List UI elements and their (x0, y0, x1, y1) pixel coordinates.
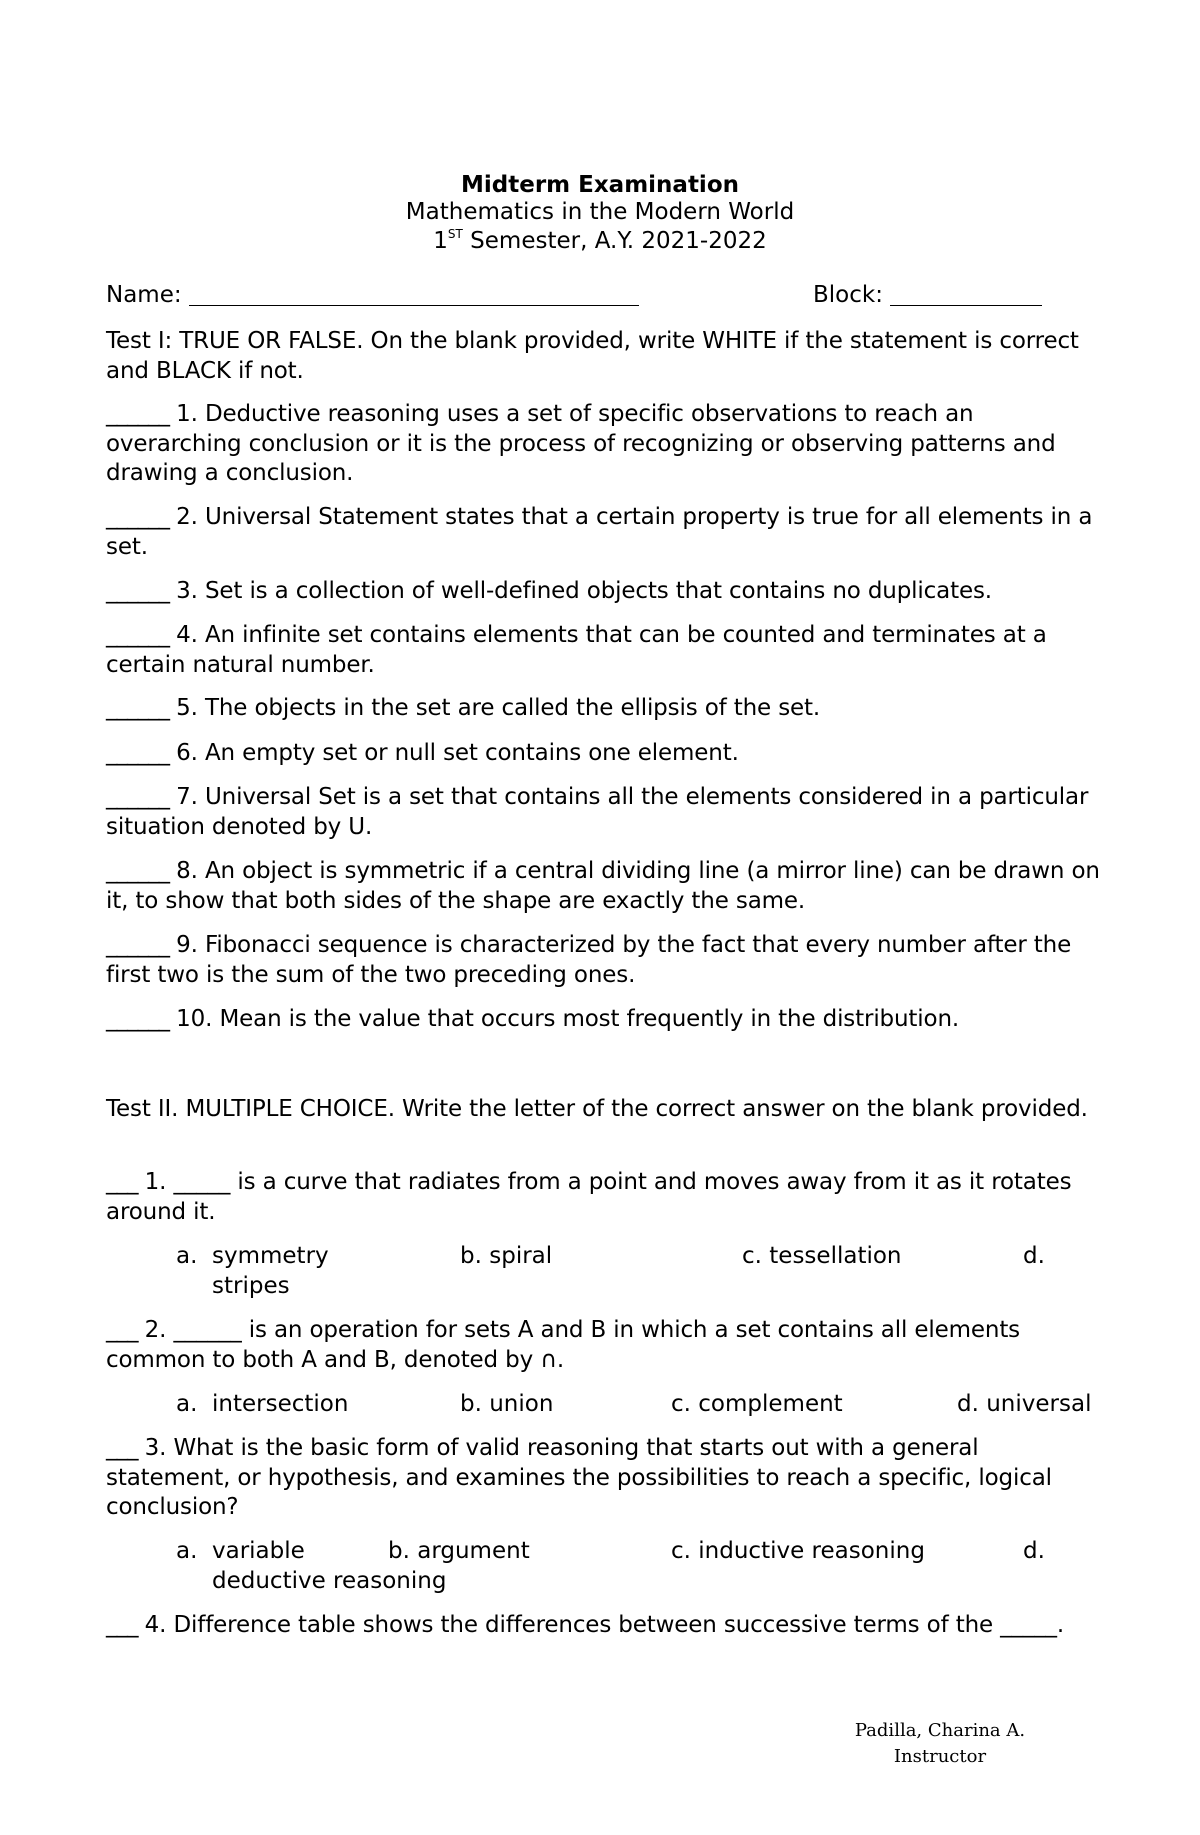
choice-option: a. variable (176, 1538, 305, 1564)
choice-option-text: stripes (212, 1272, 290, 1299)
choice-option: b. spiral (460, 1243, 553, 1269)
choice-option: b. union (460, 1391, 554, 1417)
choice-option: c. inductive reasoning (671, 1538, 925, 1564)
choice-option: b. argument (388, 1538, 530, 1564)
answer-blank[interactable]: ___ (106, 1317, 138, 1343)
test1-item-text: 4. An infinite set contains elements that can be counted and terminates at a certain natural number. (106, 622, 1047, 678)
answer-blank[interactable]: ______ (106, 578, 169, 604)
answer-blank[interactable]: ______ (106, 504, 169, 530)
answer-blank[interactable]: ______ (106, 740, 169, 766)
answer-blank[interactable]: ______ (106, 622, 169, 648)
test2-question (106, 1434, 1106, 1523)
choice-option: a. symmetry (176, 1243, 329, 1269)
name-field (106, 282, 639, 308)
question-text: 1. _____ is a curve that radiates from a point and moves away from it as it rotates around it. (106, 1169, 1072, 1225)
test2-question (106, 1168, 1106, 1227)
choice-option: c. complement (671, 1391, 843, 1417)
test2-question (106, 1316, 1106, 1375)
answer-blank[interactable]: ______ (106, 858, 169, 884)
choice-option: a. intersection (176, 1391, 349, 1417)
test1-item-text: 3. Set is a collection of well-defined objects that contains no duplicates. (169, 578, 992, 604)
block-field (813, 282, 1042, 308)
choice-option: d. universal (957, 1391, 1092, 1417)
answer-blank[interactable]: ___ (106, 1169, 138, 1195)
test1-item-text: 10. Mean is the value that occurs most frequently in the distribution. (169, 1006, 960, 1032)
name-blank[interactable] (189, 283, 639, 306)
choice-option: d. (1023, 1243, 1045, 1269)
semester-text: Semester, A.Y. 2021-2022 (462, 228, 767, 254)
test1-item-text: 1. Deductive reasoning uses a set of specific observations to reach an overarching conclusion or it is the process of recognizing or observing patterns and drawing a conclusion. (106, 401, 1056, 486)
semester-line (0, 227, 1200, 254)
instructor-name: Padilla, Charina A. (854, 1720, 1026, 1741)
semester-superscript: ST (447, 227, 463, 241)
instructor-role: Instructor (893, 1746, 987, 1767)
semester-number: 1 (433, 228, 448, 254)
test2-instructions: Test II. MULTIPLE CHOICE. Write the letter of the correct answer on the blank provided. (106, 1096, 1088, 1122)
test1-item (106, 783, 1106, 842)
name-label: Name: (106, 282, 182, 308)
answer-blank[interactable]: ___ (106, 1435, 138, 1461)
test1-item-text: 9. Fibonacci sequence is characterized by the fact that every number after the first two is the sum of the two preceding ones. (106, 932, 1072, 988)
question-text: 4. Difference table shows the differences between successive terms of the _____. (137, 1612, 1065, 1638)
test2-question (106, 1611, 1106, 1641)
answer-blank[interactable]: ______ (106, 932, 169, 958)
answer-blank[interactable]: ______ (106, 401, 169, 427)
test1-item-text: 2. Universal Statement states that a certain property is true for all elements in a set. (106, 504, 1093, 560)
test1-item (106, 857, 1106, 916)
exam-title: Midterm Examination (460, 172, 739, 198)
answer-blank[interactable]: ______ (106, 784, 169, 810)
test1-item-text: 6. An empty set or null set contains one element. (169, 740, 739, 766)
test1-item (106, 739, 1106, 769)
test1-instructions: Test I: TRUE OR FALSE. On the blank provided, write WHITE if the statement is correct and BLACK if not. (106, 328, 1079, 384)
block-label: Block: (813, 282, 883, 308)
test1-item (106, 694, 1106, 724)
test1-item (106, 931, 1106, 990)
test1-item (106, 503, 1106, 562)
question-text: 2. ______ is an operation for sets A and B in which a set contains all elements common to both A and B, denoted by ∩. (106, 1317, 1021, 1373)
test1-item (106, 1005, 1106, 1035)
answer-blank[interactable]: ______ (106, 695, 169, 721)
test1-item-text: 8. An object is symmetric if a central dividing line (a mirror line) can be drawn on it, to show that both sides of the shape are exactly the same. (106, 858, 1100, 914)
choice-option: d. (1023, 1538, 1045, 1564)
choice-option-text: deductive reasoning (212, 1567, 447, 1594)
block-blank[interactable] (890, 283, 1042, 306)
test1-item-text: 7. Universal Set is a set that contains all the elements considered in a particular situation denoted by U. (106, 784, 1089, 840)
answer-blank[interactable]: ___ (106, 1612, 138, 1638)
test1-item (106, 577, 1106, 607)
question-text: 3. What is the basic form of valid reasoning that starts out with a general statement, or hypothesis, and examines the possibilities to reach a specific, logical conclusion? (106, 1435, 1052, 1520)
course-subtitle: Mathematics in the Modern World (405, 199, 795, 225)
choice-option: c. tessellation (742, 1243, 902, 1269)
answer-blank[interactable]: ______ (106, 1006, 169, 1032)
test1-item-text: 5. The objects in the set are called the ellipsis of the set. (169, 695, 821, 721)
test1-item (106, 400, 1106, 489)
test1-item (106, 621, 1106, 680)
